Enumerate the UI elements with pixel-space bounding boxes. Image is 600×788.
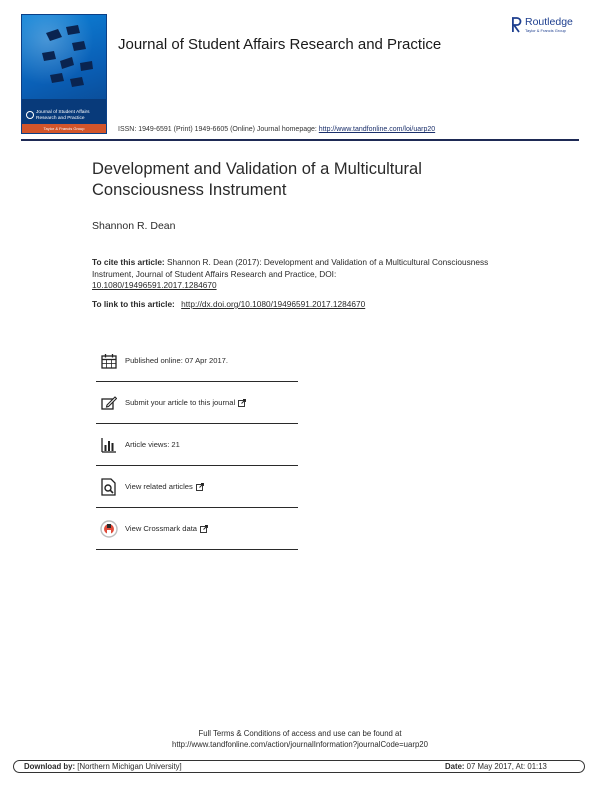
actions-divider: [96, 549, 298, 550]
citation-label: To cite this article:: [92, 257, 165, 267]
download-date-value: 07 May 2017, At: 01:13: [466, 762, 547, 771]
download-date: [445, 762, 547, 771]
citation-doi-link[interactable]: 10.1080/19496591.2017.1284670: [92, 280, 217, 290]
article-link-label: To link to this article:: [92, 299, 175, 309]
journal-cover-image: [21, 14, 107, 134]
cover-logo-icon: [26, 111, 34, 119]
graduation-caps-illustration: [36, 23, 96, 98]
external-link-icon: [238, 399, 246, 407]
article-link-line: [92, 299, 365, 309]
issn-line: [118, 126, 435, 133]
edit-pencil-icon: [100, 394, 118, 412]
actions-divider: [96, 507, 298, 508]
publisher-names: [525, 17, 573, 34]
download-by-value: [Northern Michigan University]: [77, 762, 182, 771]
publisher-logo[interactable]: [511, 17, 573, 34]
published-online-text: Published online: 07 Apr 2017.: [125, 356, 229, 365]
article-actions-list: [96, 341, 298, 551]
actions-divider: [96, 465, 298, 466]
terms-line: Full Terms & Conditions of access and use can be found at: [198, 729, 402, 738]
crossmark-link[interactable]: View Crossmark data: [125, 524, 198, 533]
publisher-name: Routledge: [525, 16, 573, 28]
article-doi-url[interactable]: http://dx.doi.org/10.1080/19496591.2017.1284670: [181, 299, 366, 309]
calendar-icon: [100, 352, 118, 370]
citation-text: Shannon R. Dean (2017): Development and Validation of a Multicultural Consciousness Instrument, Journal of Student Affairs Research and Practice, DOI:: [92, 257, 489, 279]
crossmark-icon: [100, 520, 118, 538]
journal-homepage-link[interactable]: http://www.tandfonline.com/loi/uarp20: [318, 126, 436, 133]
article-views-item: [96, 425, 298, 464]
cover-publisher-strip: Taylor & Francis Group: [22, 124, 106, 133]
header-divider: [21, 139, 579, 141]
terms-url-link[interactable]: http://www.tandfonline.com/action/journalInformation?journalCode=uarp20: [172, 740, 428, 749]
bar-chart-icon: [100, 436, 118, 454]
terms-notice: [0, 728, 600, 750]
submit-article-item[interactable]: [96, 383, 298, 422]
routledge-r-icon: [511, 17, 522, 33]
crossmark-item[interactable]: [96, 509, 298, 548]
published-online-item: [96, 341, 298, 380]
download-date-label: Date:: [445, 762, 465, 771]
article-title: Development and Validation of a Multicultural Consciousness Instrument: [92, 160, 422, 199]
download-by-label: Download by:: [24, 762, 76, 771]
external-link-icon: [200, 525, 208, 533]
article-views-text: Article views: 21: [125, 440, 180, 449]
document-search-icon: [100, 478, 118, 496]
related-articles-item[interactable]: [96, 467, 298, 506]
article-author: Shannon R. Dean: [92, 220, 176, 232]
download-by: [24, 762, 182, 771]
actions-divider: [96, 423, 298, 424]
publisher-tagline: Taylor & Francis Group: [525, 28, 566, 33]
download-info-bar: [13, 760, 585, 773]
actions-divider: [96, 381, 298, 382]
journal-title: Journal of Student Affairs Research and Practice: [118, 36, 442, 53]
citation-block: [92, 257, 492, 292]
related-articles-link[interactable]: View related articles: [125, 482, 193, 491]
issn-text: ISSN: 1949-6591 (Print) 1949-6605 (Online) Journal homepage:: [118, 126, 317, 133]
submit-article-link[interactable]: Submit your article to this journal: [125, 398, 236, 407]
cover-title: Journal of Student Affairs Research and Practice: [36, 110, 90, 121]
external-link-icon: [196, 483, 204, 491]
